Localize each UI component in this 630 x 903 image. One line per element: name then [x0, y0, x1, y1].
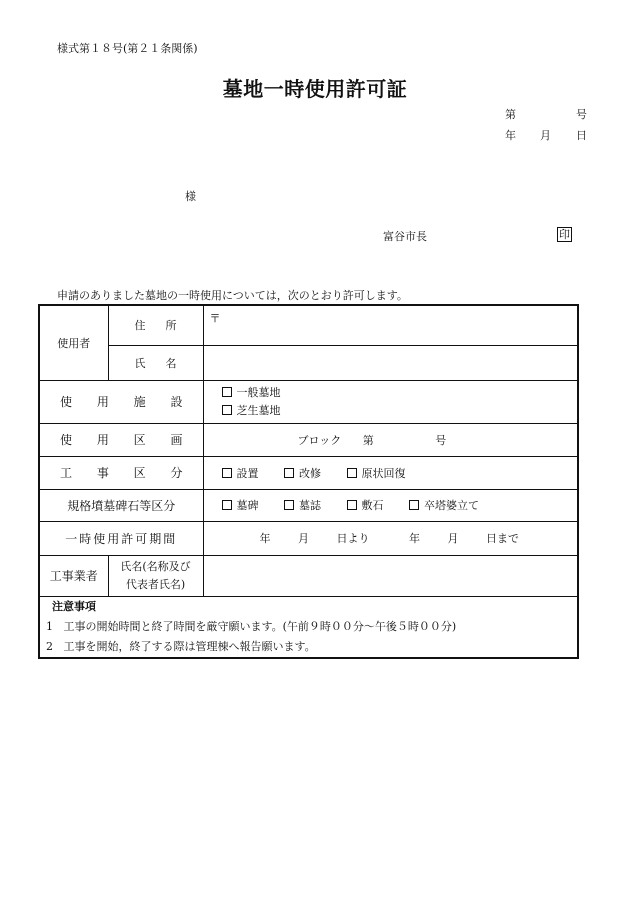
contractor-label: 工事業者: [39, 555, 108, 596]
spec-option-tombstone[interactable]: 墓碑: [222, 497, 259, 513]
checkbox-icon: [222, 405, 232, 415]
page-title: 墓地一時使用許可証: [222, 77, 408, 101]
facility-options: [203, 380, 578, 423]
facility-option-general[interactable]: 一般墓地: [222, 384, 572, 402]
number-dai: 第: [505, 108, 516, 121]
checkbox-icon: [284, 500, 294, 510]
address-label: 住 所: [108, 305, 203, 345]
name-field[interactable]: [203, 345, 578, 380]
checkbox-icon: [409, 500, 419, 510]
work-type-options: [203, 456, 578, 489]
date-year: 年: [505, 129, 516, 142]
address-field[interactable]: [203, 305, 578, 345]
note-item: 2 工事を開始，終了する際は管理棟へ報告願います。: [46, 639, 316, 653]
notes-section: [39, 596, 578, 658]
spec-options: [203, 489, 578, 521]
work-type-label: 工 事 区 分: [39, 456, 203, 489]
facility-option-lawn[interactable]: 芝生墓地: [222, 402, 572, 420]
postal-mark: 〒: [209, 312, 221, 325]
spec-label: 規格墳墓碑石等区分: [39, 489, 203, 521]
issuer-name: 富谷市長: [383, 230, 427, 243]
spec-option-epitaph[interactable]: 墓誌: [284, 497, 321, 513]
section-label: 使 用 区 画: [39, 423, 203, 456]
section-field[interactable]: ブロック 第 号: [203, 423, 578, 456]
spec-option-sotoba[interactable]: 卒塔婆立て: [409, 497, 479, 513]
spec-option-paving[interactable]: 敷石: [347, 497, 384, 513]
name-label: 氏 名: [108, 345, 203, 380]
work-type-option-install[interactable]: 設置: [222, 465, 259, 481]
user-label: 使用者: [39, 305, 108, 380]
checkbox-icon: [284, 468, 294, 478]
official-seal-mark: 印: [559, 228, 570, 241]
contractor-name-label: 氏名(名称及び 代表者氏名): [108, 555, 203, 596]
period-label: 一時使用許可期間: [39, 521, 203, 555]
contractor-name-field[interactable]: [203, 555, 578, 596]
work-type-option-restore[interactable]: 原状回復: [347, 465, 406, 481]
form-number-label: 様式第１８号(第２１条関係): [57, 42, 198, 55]
notes-heading: 注意事項: [52, 599, 96, 613]
checkbox-icon: [222, 500, 232, 510]
intro-text: 申請のありました墓地の一時使用については，次のとおり許可します。: [57, 289, 408, 302]
note-item: 1 工事の開始時間と終了時間を厳守願います。(午前９時００分～午後５時００分): [46, 619, 457, 633]
addressee-suffix: 様: [185, 190, 196, 203]
period-field[interactable]: 年 月 日より 年 月 日まで: [203, 521, 578, 555]
checkbox-icon: [222, 387, 232, 397]
facility-label: 使 用 施 設: [39, 380, 203, 423]
checkbox-icon: [347, 468, 357, 478]
number-go: 号: [576, 108, 587, 121]
permit-table: [38, 304, 579, 659]
work-type-option-repair[interactable]: 改修: [284, 465, 321, 481]
date-day: 日: [576, 129, 587, 142]
date-month: 月: [540, 129, 551, 142]
checkbox-icon: [222, 468, 232, 478]
checkbox-icon: [347, 500, 357, 510]
